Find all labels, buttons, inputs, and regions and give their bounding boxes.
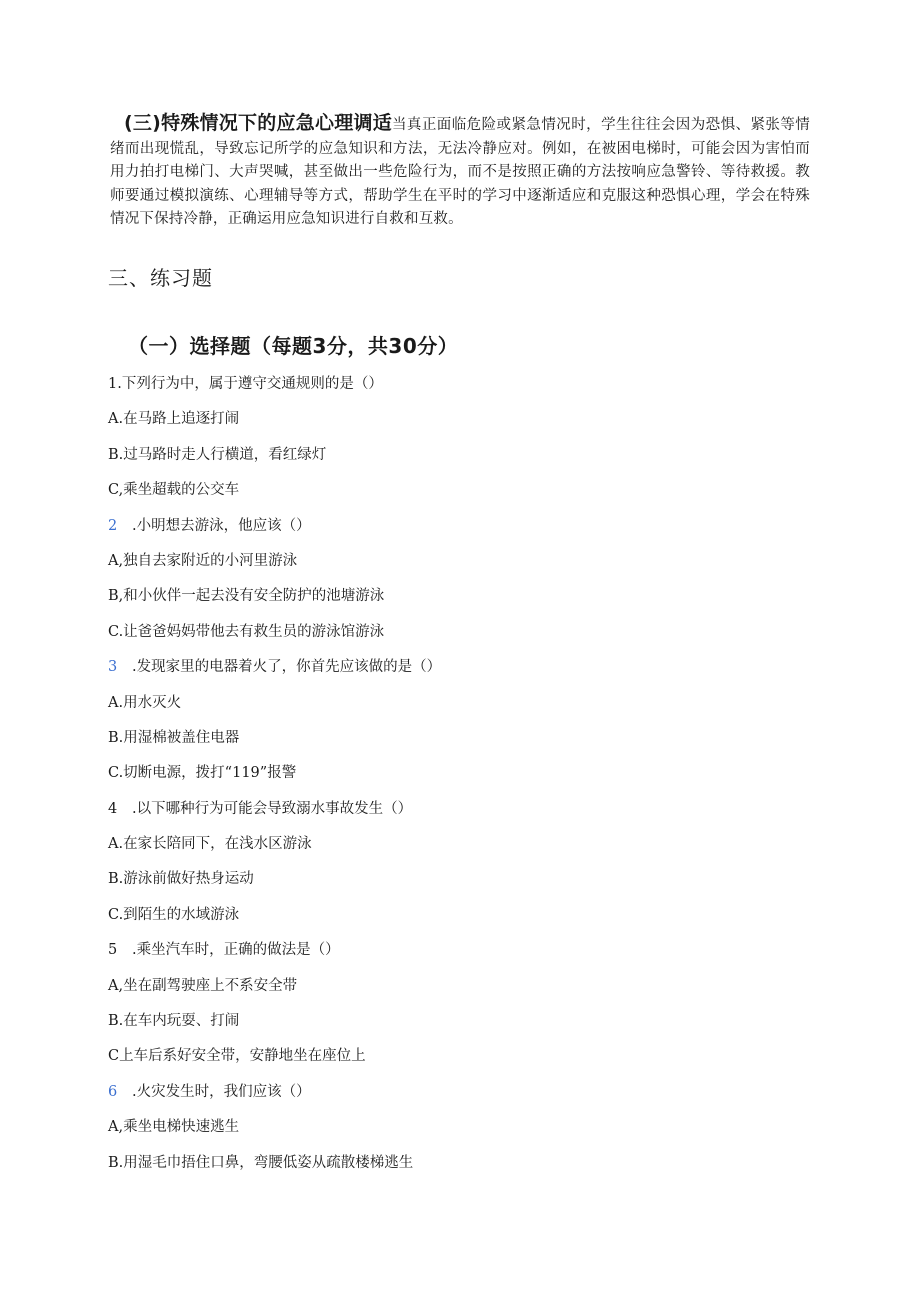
option-5b bbox=[108, 1009, 808, 1044]
option-text: C.让爸爸妈妈带他去有救生员的游泳馆游泳 bbox=[108, 623, 385, 640]
question-text: 下列行为中，属于遵守交通规则的是（） bbox=[121, 376, 383, 392]
option-text: C上车后系好安全带，安静地坐在座位上 bbox=[108, 1048, 366, 1065]
option-text: C,乘坐超载的公交车 bbox=[108, 482, 240, 499]
question-5 bbox=[108, 938, 808, 973]
question-text: .以下哪种行为可能会导致溺水事故发生（） bbox=[132, 800, 413, 817]
option-text: A,乘坐电梯快速逃生 bbox=[108, 1119, 240, 1136]
question-2 bbox=[108, 514, 808, 549]
option-1b bbox=[108, 443, 808, 478]
option-6a bbox=[108, 1115, 808, 1150]
question-text: .火灾发生时，我们应该（） bbox=[132, 1083, 311, 1100]
question-number: 2 bbox=[108, 517, 118, 534]
option-1a bbox=[108, 407, 808, 442]
option-text: B.用湿毛巾捂住口鼻，弯腰低姿从疏散楼梯逃生 bbox=[108, 1154, 414, 1171]
question-number: 3 bbox=[108, 659, 118, 676]
option-5c bbox=[108, 1044, 808, 1079]
option-text: B,和小伙伴一起去没有安全防护的池塘游泳 bbox=[108, 588, 385, 605]
option-1c bbox=[108, 478, 808, 513]
question-4 bbox=[108, 797, 808, 832]
option-text: B.在车内玩耍、打闹 bbox=[108, 1013, 240, 1030]
option-text: B.用湿棉被盖住电器 bbox=[108, 729, 240, 746]
section-title: 三、练习题 bbox=[108, 266, 213, 290]
option-text: A,坐在副驾驶座上不系安全带 bbox=[108, 977, 298, 994]
intro-body: 当真正面临危险或紧急情况时，学生往往会因为恐惧、紧张等情绪而出现慌乱，导致忘记所学的应急知识和方法，无法冷静应对。例如，在被困电梯时，可能会因为害怕而用力拍打电梯门、大声哭喊，甚至做出一些危险行为，而不是按照正确的方法按响应急警铃、等待救援。教师要通过模拟演练、心理辅导等方式，帮助学生在平时的学习中逐渐适应和克服这种恐惧心理，学会在特殊情况下保持冷静，正确运用应急知识进行自救和互救。 bbox=[110, 117, 810, 228]
question-6 bbox=[108, 1080, 808, 1115]
option-4b bbox=[108, 867, 808, 902]
question-number: 5 bbox=[108, 942, 118, 959]
question-3 bbox=[108, 655, 808, 690]
intro-heading: (三)特殊情况下的应急心理调适 bbox=[124, 112, 392, 134]
question-text: .乘坐汽车时，正确的做法是（） bbox=[132, 942, 340, 959]
option-4c bbox=[108, 903, 808, 938]
question-number: 6 bbox=[108, 1083, 118, 1100]
question-number: 1. bbox=[108, 376, 122, 392]
option-text: A.在家长陪同下，在浅水区游泳 bbox=[108, 836, 312, 853]
option-text: C.到陌生的水域游泳 bbox=[108, 906, 240, 923]
option-text: A,独自去家附近的小河里游泳 bbox=[108, 552, 298, 569]
option-3c bbox=[108, 761, 808, 796]
option-2c bbox=[108, 620, 808, 655]
sub-title: （一）选择题（每题3分，共30分） bbox=[128, 334, 459, 358]
question-1 bbox=[108, 372, 808, 407]
question-list bbox=[108, 372, 808, 1186]
intro-paragraph bbox=[110, 112, 810, 232]
question-text: .发现家里的电器着火了，你首先应该做的是（） bbox=[132, 659, 442, 676]
question-number: 4 bbox=[108, 800, 118, 817]
option-6b bbox=[108, 1151, 808, 1186]
option-text: C.切断电源，拨打“119”报警 bbox=[108, 765, 297, 782]
option-2a bbox=[108, 549, 808, 584]
option-text: B.游泳前做好热身运动 bbox=[108, 871, 254, 888]
option-text: A.用水灭火 bbox=[108, 694, 182, 711]
question-text: .小明想去游泳，他应该（） bbox=[132, 517, 311, 534]
option-4a bbox=[108, 832, 808, 867]
option-3a bbox=[108, 691, 808, 726]
option-2b bbox=[108, 584, 808, 619]
option-5a bbox=[108, 974, 808, 1009]
option-text: A.在马路上追逐打闹 bbox=[108, 411, 240, 428]
option-text: B.过马路时走人行横道，看红绿灯 bbox=[108, 446, 327, 463]
option-3b bbox=[108, 726, 808, 761]
